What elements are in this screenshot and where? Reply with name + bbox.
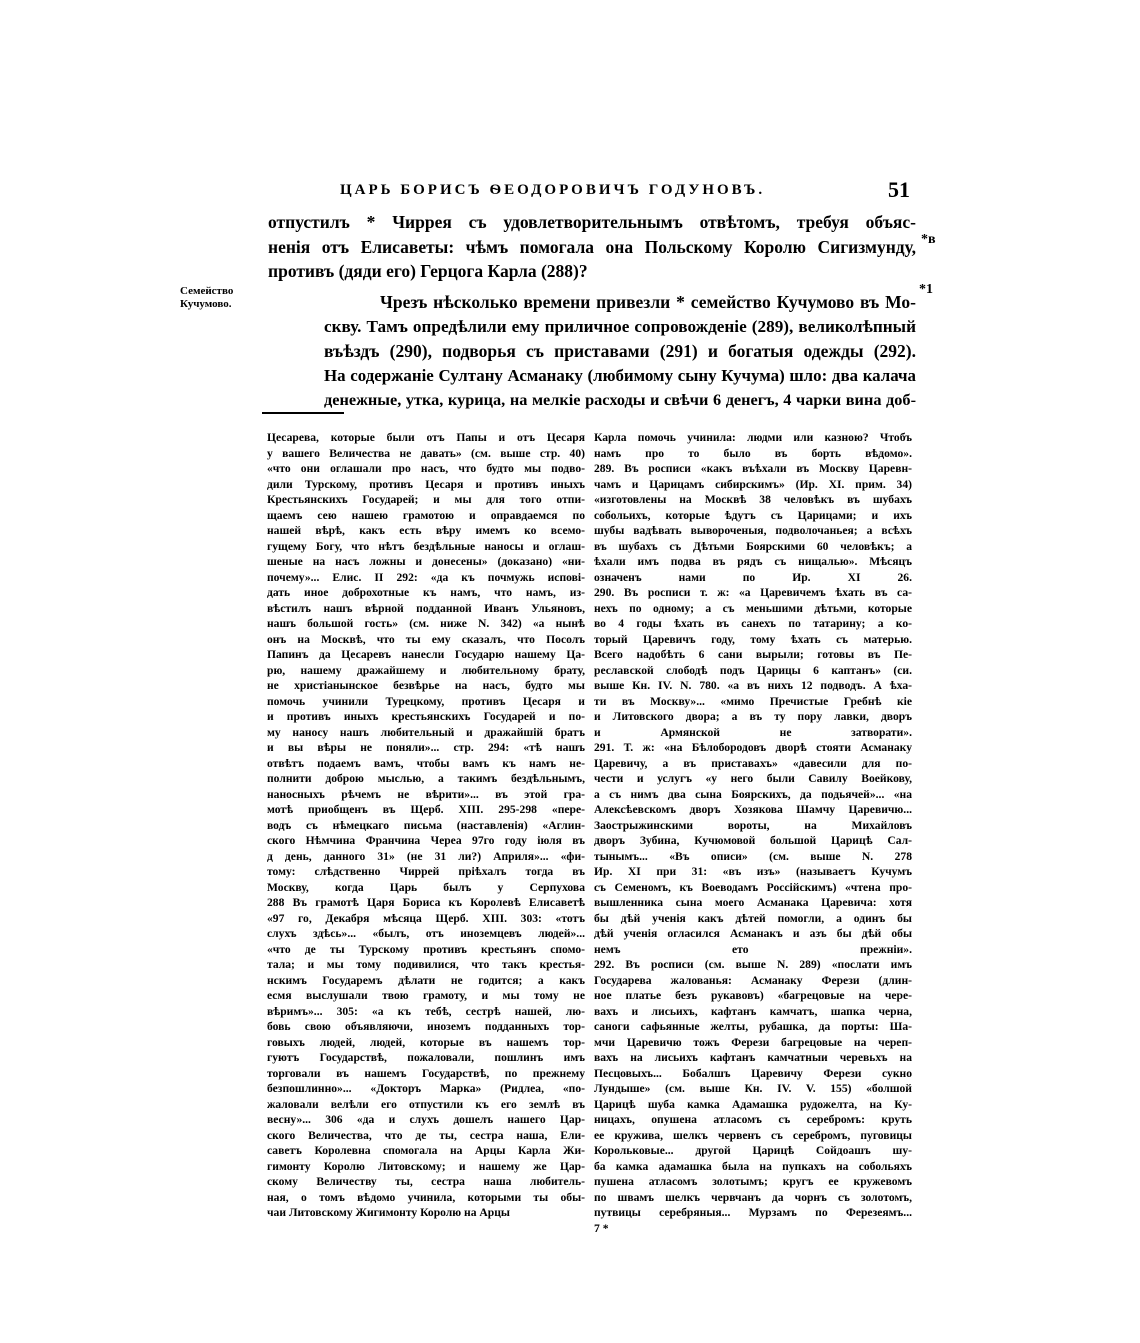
text-line: отпустилъ * Чиррея съ удовлетворительнымъ отвѣтомъ, требуя объяс- [268, 212, 916, 232]
footnote-line: намъ про то было въ борть вѣдомо». [594, 446, 912, 460]
footnote-line: въ шубахъ съ Дѣтьми Боярскими 60 человѣкъ; а [594, 539, 912, 553]
text-line: денежные, утка, курица, на мелкіе расходы и свѣчи 6 денегъ, 4 чарки вина доб- [324, 390, 916, 410]
footnote-line: Крестьянскихъ Государей; и мы для того отпи- [267, 493, 585, 506]
footnote-line: вышленника сына моего Асманака Царевича: хотя [594, 896, 912, 909]
footnote-line: а съ нимъ два сына Боярскихъ, да подьячей»... «на [594, 787, 912, 801]
footnote-line: означенъ нами по Ир. XI 26. [594, 570, 912, 584]
footnote-line: Всего надобѣть 6 сани вырыли; готовы въ Пе- [594, 648, 912, 661]
footnote-line: нашей вѣрѣ, какъ есть вѣру имемъ ко всемо- [267, 524, 585, 537]
page-number: 51 [888, 177, 910, 202]
footnote-line: Карла помочь учинила: людми или казною? Чтобъ [594, 431, 912, 444]
footnote-line: Песцовыхъ... Бобалшъ Царевичу Ферези сукно [594, 1066, 912, 1080]
footnote-line: собольихъ, которые ѣдутъ съ Царицами; и ихъ [594, 508, 912, 522]
footnote-line: и противъ иныхъ крестьянскихъ Государей и по- [267, 710, 585, 723]
footnote-line: ѣхали имъ подва въ рядъ съ нищалью». Мѣсяцъ [594, 555, 912, 568]
margin-note-line: Кучумово. [180, 298, 232, 310]
footnotes-right-column [594, 430, 912, 1236]
footnote-line: слухъ здѣсь»... «былъ, отъ иноземцевъ людей»... [267, 927, 585, 940]
footnote-line: ее кружива, шелкъ червенъ съ серебромъ, пуговицы [594, 1128, 912, 1142]
footnote-line: Ир. XI при 31: «въ изъ» (называетъ Кучумъ [594, 865, 912, 878]
footnote-line: 291. Т. ж: «на Бѣлобородовъ дворѣ стояти Асманаку [594, 741, 912, 754]
footnote-line: «что они оглашали про насъ, что будто мы подво- [267, 462, 585, 475]
footnote-line: говыхъ людей, людей, которые въ нашемъ тор- [267, 1035, 585, 1049]
footnote-line: «что де ты Турскому противъ крестьянъ спомо- [267, 942, 585, 956]
footnote-line: немъ ето прежніи». [594, 942, 912, 956]
footnote-line: скому Величеству ты, сестра наша любитель- [267, 1175, 585, 1188]
edge-mark: *1 [919, 282, 933, 297]
footnote-line: Москву, когда Царь былъ у Серпухова [267, 880, 585, 894]
footnote-line: нскимъ Государемъ дѣлати не годится; а какъ [267, 973, 585, 987]
footnote-line: бы дѣй ученія какъ дѣтей помогли, а одинъ бы [594, 911, 912, 925]
footnote-line: нашъ большой гость» (см. ниже N. 342) «а нынѣ [267, 617, 585, 630]
footnote-line: бовь свою объявляючи, иноземъ подданныхъ тор- [267, 1020, 585, 1033]
footnote-line: дворъ Зубина, Кучюмовой большой Царицѣ Сал- [594, 834, 912, 847]
footnote-line: вахъ и лисьихъ, кафтанъ камчатъ, шапка черна, [594, 1004, 912, 1018]
footnote-line: жаловали велѣли его отпустили къ его землѣ въ [267, 1097, 585, 1111]
text-line: противъ (дяди его) Герцога Карла (288)? [268, 261, 588, 282]
footnote-line: Корольковые... другой Царицѣ Сойдоашъ шу- [594, 1144, 912, 1157]
footnote-line: не христіанынское безвѣрье на насъ, будто мы [267, 679, 585, 692]
margin-note [180, 285, 262, 311]
footnote-line: водъ съ нѣмецкаго письма (наставленія) «Аглин- [267, 818, 585, 832]
footnote-line: нехъ по одному; а съ меньшими дѣтьми, которые [594, 601, 912, 615]
running-title: ЦАРЬ БОРИСЪ ѲЕОДОРОВИЧЪ ГОДУНОВЪ. [340, 182, 766, 198]
text-line: скву. Тамъ опредѣлили ему приличное сопровожденіе (289), великолѣпный [324, 316, 916, 336]
footnote-line: реславской слободѣ подъ Царицы 6 каптанъ» (си. [594, 663, 912, 677]
footnote-line: Папинъ да Цесаревъ нанесли Государю нашему Ца- [267, 648, 585, 661]
footnote-line: 290. Въ росписи т. ж: «а Царевичемъ ѣхать въ са- [594, 586, 912, 599]
footnote-line: Государева жалованья: Асманаку Ферези (длин- [594, 973, 912, 987]
text-line: На содержаніе Султану Асманаку (любимому сыну Кучума) шло: два калача [324, 365, 916, 385]
text-line: Чрезъ нѣсколько времени привезли * семейство Кучумово въ Мо- [380, 292, 916, 312]
footnote-line: Цесарева, которые были отъ Папы и отъ Цесаря [267, 431, 585, 444]
footnote-line: 292. Въ росписи (см. выше N. 289) «послати имъ [594, 958, 912, 971]
main-paragraph-2 [268, 290, 916, 413]
footnote-line: выше Кн. IV. N. 780. «а въ нихъ 12 подводъ. А ѣха- [594, 679, 912, 692]
footnote-line: чаи Литовскому Жигимонту Королю на Арцы [267, 1206, 510, 1219]
footnote-line: Заострыжинскими вороты, на Михайловъ [594, 818, 912, 832]
footnote-line: весну»... 306 «да и слухъ дошелъ нашего Цар- [267, 1113, 585, 1126]
text-line: ненія отъ Елисаветы: чѣмъ помогала она Польскому Королю Сигизмунду, [268, 236, 916, 257]
footnote-line: наносныхъ рѣчемъ не вѣрити»... въ этой гра- [267, 787, 585, 801]
footnote-line: тынымъ... «Въ описи» (см. выше N. 278 [594, 849, 912, 863]
footnote-line: вѣримъ»... 305: «а къ тебѣ, сестрѣ нашей, лю- [267, 1004, 585, 1018]
footnote-line: полнити доброю мыслью, а такимъ бездѣльнымъ, [267, 772, 585, 785]
footnote-line: саветъ Королевна спомогала на Арцы Карла Жи- [267, 1144, 585, 1157]
footnote-line: по швамъ шелкъ червчанъ да чорнъ съ золотомъ, [594, 1190, 912, 1204]
footnote-line: торый Царевичъ году, тому ѣхать съ матерью. [594, 632, 912, 646]
footnote-line: 289. Въ росписи «какъ въѣхали въ Москву Царевн- [594, 462, 912, 475]
footnote-line: дать иное доброхотные къ намъ, что намъ, из- [267, 586, 585, 599]
footnote-line: гимонту Королю Литовскому; и нашему же Цар- [267, 1159, 585, 1173]
footnote-line: ное платье безъ рукавовъ) «багрецовые на чере- [594, 989, 912, 1002]
footnote-line: гуютъ Государствѣ, пожаловали, пошлинъ имъ [267, 1051, 585, 1064]
footnote-line: у вашего Величества не давать» (см. выше стр. 40) [267, 446, 585, 460]
footnote-line: отвѣтъ подаемъ вамъ, чтобы вамъ къ намъ не- [267, 756, 585, 770]
footnote-line: рю, нашему дражайшему и любительному брату, [267, 663, 585, 677]
footnote-line: тому: слѣдственно Чиррей пріѣхалъ тогда въ [267, 865, 585, 878]
footnote-line: чамъ и Царицамъ сибирскимъ» (Ир. XI. прим. 34) [594, 477, 912, 491]
footnote-line: и вы вѣры не поняли»... стр. 294: «тѣ нашъ [267, 741, 585, 754]
footnote-line: саноги сафьянные желты, рубашка, да порты: Ша- [594, 1020, 912, 1033]
footnote-line: ная, о томъ вѣдомо учинила, которыми ты обы- [267, 1190, 585, 1204]
footnote-line: ского Нѣмчина Франчина Череа 97го году іюля въ [267, 834, 585, 847]
footnote-line: вахъ на лисьихъ кафтанъ камчатныи черевьхъ на [594, 1051, 912, 1064]
footnote-line: ницахъ, опушена атласомъ съ серебромъ: круть [594, 1113, 912, 1126]
footnote-line: ти въ Москву»... «мимо Пречистые Гребнѣ кіе [594, 694, 912, 708]
footnote-line: съ Семеномъ, къ Воеводамъ Россійскимъ) «чтена про- [594, 880, 912, 894]
text-line: въѣздъ (290), подворья съ приставами (291) и богатыя одежды (292). [324, 341, 916, 362]
footnote-line: во 4 годы ѣхать въ санехъ по татарину; а ко- [594, 617, 912, 630]
footnote-line: тала; и мы тому подивилися, что такъ крестья- [267, 958, 585, 971]
footnote-line: чести и услугъ «у него были Савилу Воейкову, [594, 772, 912, 785]
footnote-line: ского Величества, что де ты, сестра наша, Ели- [267, 1128, 585, 1142]
footnote-line: щаемъ сею нашею грамотою и оправдаемся по [267, 508, 585, 522]
footnote-line: Царевичу, а въ приставахъ» «давесили для по- [594, 756, 912, 770]
margin-note-line: Семейство [180, 285, 234, 297]
footnote-line: почему»... Елис. II 292: «да къ почмужь испові- [267, 570, 585, 584]
footnote-line: путвицы серебряныя... Мурзамъ по Ферезеямъ... [594, 1206, 912, 1219]
footnote-line: «97 го, Декабря мѣсяца Щерб. XIII. 303: «тотъ [267, 911, 585, 925]
footnote-line: есмя выслушали твою грамоту, и мы тому не [267, 989, 585, 1002]
footnote-line: «изготовлены на Москвѣ 38 человѣкъ въ шубахъ [594, 493, 912, 506]
main-paragraph-1 [268, 210, 916, 284]
footnote-line: помочь учинили Турецкому, противъ Цесаря и [267, 694, 585, 708]
footnote-line: ба камка адамашка была на пупкахъ на собольяхъ [594, 1159, 912, 1173]
footnote-line: пушена атласомъ золотымъ; кругъ ее кружевомъ [594, 1175, 912, 1188]
footnote-line: 288 Въ грамотѣ Царя Бориса къ Королевѣ Елисаветѣ [267, 896, 585, 909]
footnote-line: 7 * [594, 1221, 609, 1235]
footnote-line: вѣстилъ нашъ вѣрной подданной Иванъ Ульяновъ, [267, 601, 585, 615]
footnote-line: онъ на Москвѣ, что ты ему сказалъ, что Посолъ [267, 632, 585, 646]
footnote-line: шеные на насъ ложны и донесены» (доказано) «ни- [267, 555, 585, 568]
footnote-line: дили Турскому, противъ Цесаря и противъ иныхъ [267, 477, 585, 491]
footnote-divider [262, 412, 344, 414]
edge-mark: *в [921, 232, 936, 247]
footnote-line: мотѣ приобщенъ въ Щерб. XIII. 295-298 «пере- [267, 803, 585, 816]
footnote-line: му наносу нашъ любительный и дражайшій братъ [267, 725, 585, 739]
footnote-line: шубы вадѣвать вывороченыя, подволочаньея; а всѣхъ [594, 524, 912, 537]
footnote-line: Царицѣ шуба камка Адамашка рудожелта, на Ку- [594, 1097, 912, 1111]
footnote-line: торговали въ нашемъ Государствѣ, по прежнему [267, 1066, 585, 1080]
footnote-line: и Литовского двора; а въ ту пору лавки, дворъ [594, 710, 912, 723]
footnote-line: мчи Царевичю тожъ Ферези багрецовые на череп- [594, 1035, 912, 1049]
footnote-line: Лундыше» (см. выше Кн. IV. V. 155) «болшой [594, 1082, 912, 1095]
footnote-line: дѣй ученія огласился Асманакъ и азъ бы дѣй обы [594, 927, 912, 940]
footnote-line: и Армянской не затворати». [594, 725, 912, 739]
footnote-line: Алексѣевскомъ дворъ Хозякова Шамчу Царевичю... [594, 803, 912, 816]
footnote-line: безпошлинно»... «Докторъ Марка» (Ридлеа, «по- [267, 1082, 585, 1095]
footnote-line: гущему Богу, что нѣтъ бездѣльные наносы и оглаш- [267, 539, 585, 553]
footnote-line: д день, данного 31» (не 31 ли?) Априля»... «фи- [267, 849, 585, 863]
footnotes-left-column [267, 430, 585, 1221]
page-header [268, 178, 918, 206]
